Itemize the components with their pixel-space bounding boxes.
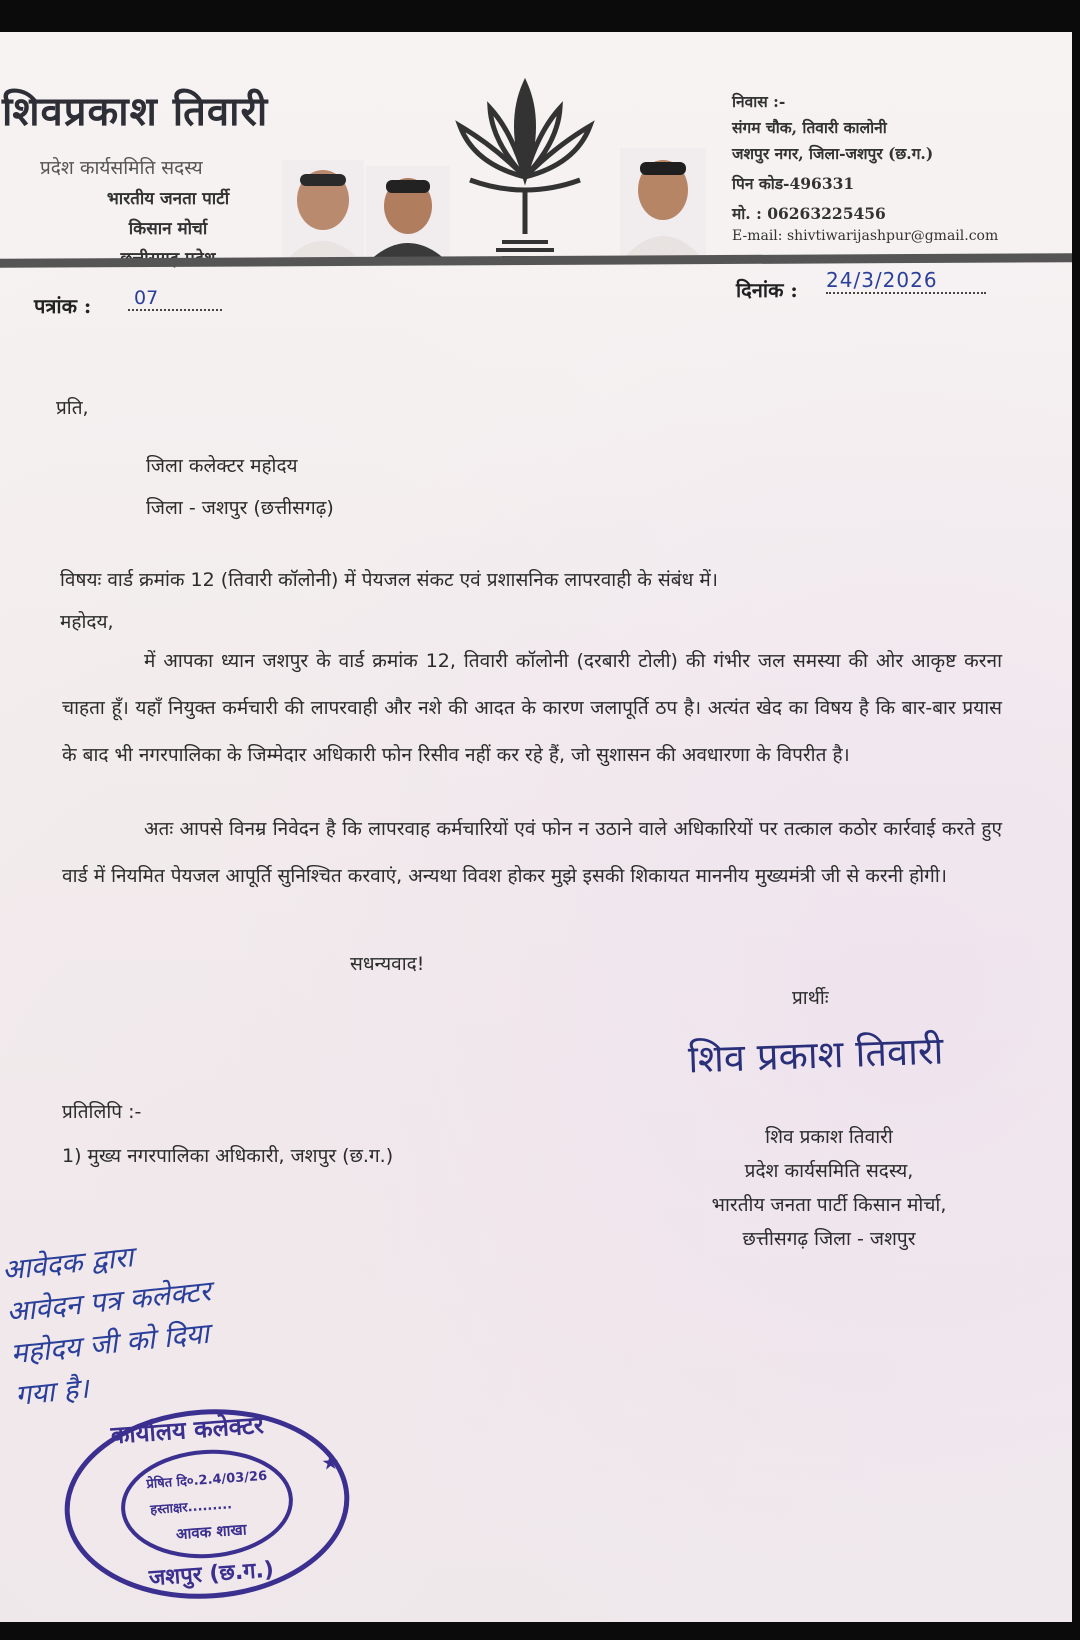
portrait-3-image [620,148,706,258]
org-line-2: किसान मोर्चा [128,219,208,239]
sender-designation: प्रदेश कार्यसमिति सदस्य [40,157,203,179]
greeting: महोदय, [60,611,114,633]
recipient-line-1: जिला कलेक्टर महोदय [146,455,298,477]
signatory-block [664,1120,994,1256]
signatory-line-2: प्रदेश कार्यसमिति सदस्य, [744,1160,914,1182]
note-line-1: आवेदक द्वारा [0,1240,135,1287]
signature: शिव प्रकाश तिवारी [687,1028,945,1082]
stamp-received-date: प्रेषित दि०.2.4/03/26 [145,1468,268,1493]
note-line-4: गया है। [13,1371,91,1413]
lotus-logo-icon [450,72,600,262]
note-line-2: आवेदन पत्र कलेक्टर [4,1274,213,1329]
reference-label: पत्रांक : [34,294,92,318]
subject-line: विषयः वार्ड क्रमांक 12 (तिवारी कॉलोनी) में पेयजल संकट एवं प्रशासनिक लापरवाही के संबंध में। [60,569,718,591]
body-paragraph-2-text: अतः आपसे विनम्र निवेदन है कि लापरवाह कर्मचारियों एवं फोन न उठाने वाले अधिकारियों पर तत्काल कठोर कार्रवाई करते हुए वार्ड में नियमित पेयजल आपूर्ति सुनिश्चित करवाएं, अन्यथा विवश होकर मुझे इसकी शिकायत माननीय मुख्यमंत्री जी से करनी होगी। [62,818,1002,887]
address-line-5: मो. : 06263225456 [732,204,886,223]
body-paragraph-2 [62,806,1002,900]
recipient-line-2: जिला - जशपुर (छत्तीसगढ़) [146,497,334,519]
stamp-place: जशपुर (छ.ग.) [148,1557,275,1592]
stamp-inward-section: आवक शाखा [175,1520,248,1544]
svg-text:★: ★ [320,1449,341,1475]
signatory-line-1: शिव प्रकाश तिवारी [765,1126,893,1148]
org-line-1: भारतीय जनता पार्टी [106,189,230,209]
reference-number: 07 [128,287,222,311]
applicant-label: प्रार्थीः [792,987,829,1009]
date-value: 24/3/2026 [826,268,986,294]
address-line-3: जशपुर नगर, जिला-जशपुर (छ.ग.) [732,144,934,163]
closing-thanks: सधन्यवाद! [350,953,425,975]
address-line-1: निवास :- [732,92,786,111]
to-label: प्रति, [56,397,89,419]
stamp-office-name: कार्यालय कलेक्टर [110,1410,265,1450]
note-line-3: महोदय जी को दिया [9,1316,211,1371]
sender-name: शिवप्रकाश तिवारी [2,88,269,135]
handwritten-note [0,1229,222,1418]
signatory-line-4: छत्तीसगढ़ जिला - जशपुर [742,1228,916,1250]
signatory-line-3: भारतीय जनता पार्टी किसान मोर्चा, [711,1194,947,1216]
office-stamp [56,1396,359,1612]
portrait-2-image [366,166,450,262]
date-label: दिनांक : [736,278,798,302]
body-paragraph-1 [62,638,1002,779]
email-line: E-mail: shivtiwarijashpur@gmail.com [732,228,999,244]
copy-label: प्रतिलिपि :- [62,1101,142,1123]
address-line-2: संगम चौक, तिवारी कालोनी [732,118,887,137]
stamp-signature-line: हस्ताक्षर......... [149,1497,233,1518]
copy-item-1: 1) मुख्य नगरपालिका अधिकारी, जशपुर (छ.ग.) [62,1145,394,1167]
letter-page [0,32,1072,1622]
address-line-4: पिन कोड-496331 [732,174,855,193]
portrait-1-image [282,160,364,260]
body-paragraph-1-text: में आपका ध्यान जशपुर के वार्ड क्रमांक 12, तिवारी कॉलोनी (दरबारी टोली) की गंभीर जल समस्या की ओर आकृष्ट करना चाहता हूँ। यहाँ नियुक्त कर्मचारी की लापरवाही और नशे की आदत के कारण जलापूर्ति ठप है। अत्यंत खेद का विषय है कि बार-बार प्रयास के बाद भी नगरपालिका के जिम्मेदार अधिकारी फोन रिसीव नहीं कर रहे हैं, जो सुशासन की अवधारणा के विपरीत है। [62,650,1002,766]
